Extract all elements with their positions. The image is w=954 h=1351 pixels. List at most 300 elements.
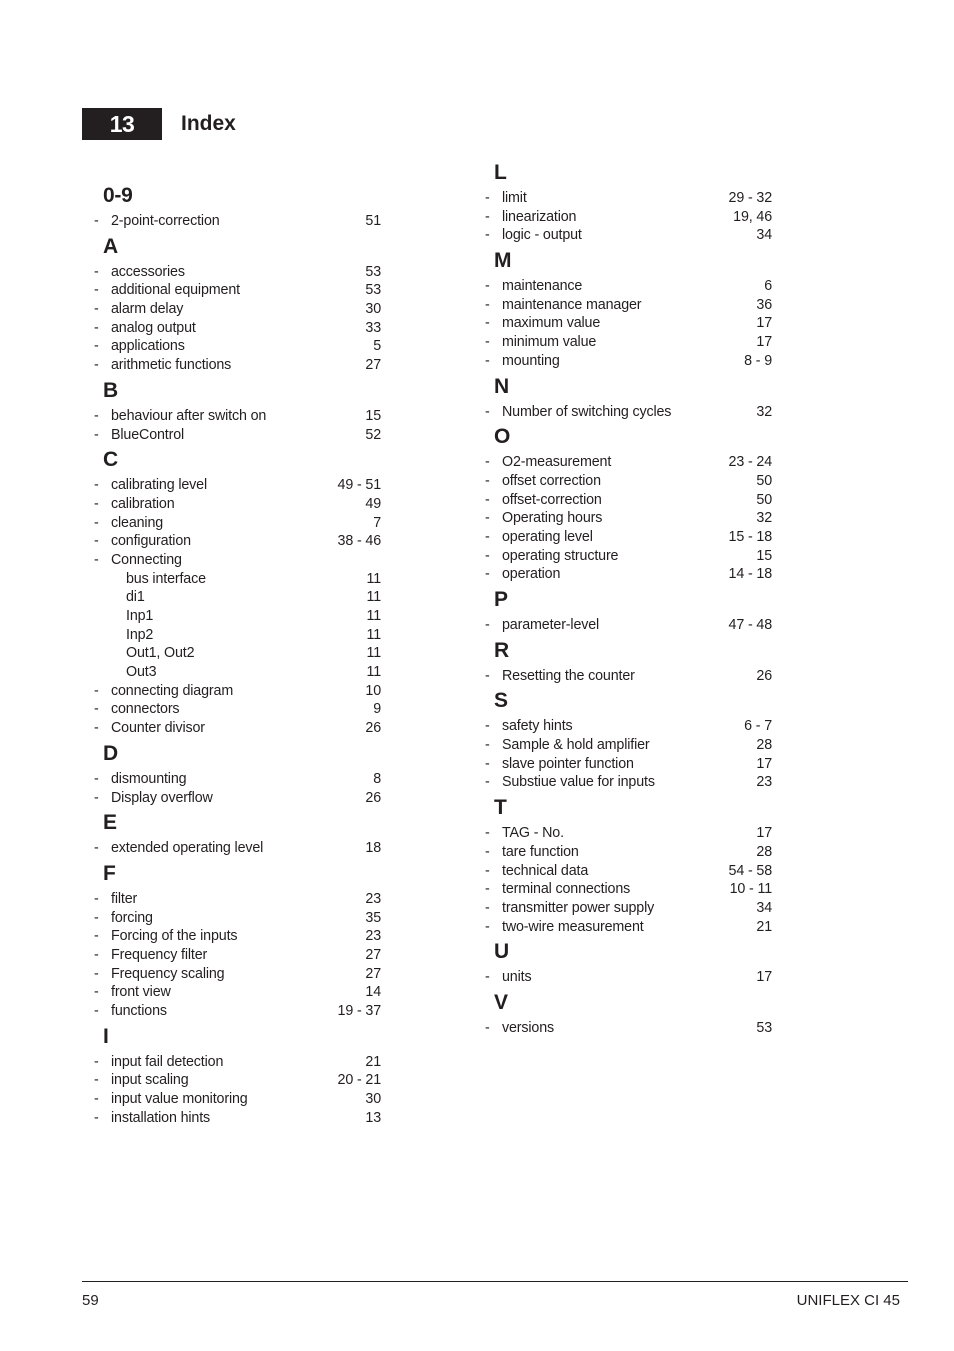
entry-pages: 49 - 51 xyxy=(337,477,381,494)
entry-term: Substiue value for inputs xyxy=(502,774,655,791)
index-letter-heading: C xyxy=(103,448,118,472)
entry-term: configuration xyxy=(111,533,191,550)
chapter-number-badge: 13 xyxy=(82,108,162,140)
index-entry xyxy=(485,773,772,792)
entry-pages: 5 xyxy=(373,338,381,355)
index-entry xyxy=(94,700,381,719)
entry-pages: 13 xyxy=(365,1109,381,1126)
entry-dash: - xyxy=(485,881,490,898)
entry-term: slave pointer function xyxy=(502,755,634,772)
index-entry xyxy=(485,1019,772,1038)
entry-dash: - xyxy=(94,890,99,907)
entry-pages: 21 xyxy=(365,1053,381,1070)
entry-pages: 10 - 11 xyxy=(729,881,772,898)
index-entry xyxy=(485,277,772,296)
entry-term: tare function xyxy=(502,843,579,860)
entry-dash: - xyxy=(485,1019,490,1036)
entry-term: 2-point-correction xyxy=(111,213,220,229)
entry-dash: - xyxy=(94,514,99,531)
entry-dash: - xyxy=(485,755,490,772)
entry-dash: - xyxy=(485,899,490,916)
index-entry xyxy=(94,281,381,300)
entry-term: units xyxy=(502,969,532,986)
entry-pages: 23 - 24 xyxy=(728,454,772,471)
entry-term: forcing xyxy=(111,909,153,926)
index-entry xyxy=(485,314,772,333)
entry-term: limit xyxy=(502,190,527,206)
entry-dash: - xyxy=(485,190,490,206)
entry-pages: 53 xyxy=(756,1019,772,1036)
entry-pages: 49 xyxy=(365,495,381,512)
entry-dash: - xyxy=(94,909,99,926)
index-entry xyxy=(485,528,772,547)
entry-dash: - xyxy=(94,1003,99,1019)
entry-dash: - xyxy=(94,770,99,787)
entry-term: di1 xyxy=(126,589,145,606)
index-entry xyxy=(485,547,772,566)
entry-term: input scaling xyxy=(111,1072,189,1089)
entry-dash: - xyxy=(485,528,490,545)
entry-term: linearization xyxy=(502,208,577,225)
entry-term: input value monitoring xyxy=(111,1091,248,1108)
index-entry xyxy=(485,918,772,937)
entry-term: Connecting xyxy=(111,551,182,568)
index-entry xyxy=(94,719,381,738)
index-entry xyxy=(485,491,772,510)
entry-pages: 6 - 7 xyxy=(744,718,772,735)
entry-term: behaviour after switch on xyxy=(111,407,267,424)
entry-dash: - xyxy=(485,403,490,420)
entry-dash: - xyxy=(485,296,490,313)
entry-dash: - xyxy=(94,1072,99,1089)
entry-dash: - xyxy=(485,547,490,564)
index-entry xyxy=(485,403,772,422)
entry-term: BlueControl xyxy=(111,426,185,443)
index-letter-heading: R xyxy=(494,638,509,662)
index-entry xyxy=(94,407,381,426)
index-column-right xyxy=(485,157,772,1038)
entry-term: maintenance xyxy=(502,278,583,295)
entry-pages: 10 xyxy=(365,682,381,699)
entry-term: extended operating level xyxy=(111,840,264,857)
entry-term: arithmetic functions xyxy=(111,357,232,374)
entry-term: accessories xyxy=(111,263,185,280)
entry-pages: 15 xyxy=(756,547,772,564)
index-entry xyxy=(485,509,772,528)
entry-pages: 47 - 48 xyxy=(728,617,772,633)
index-entry xyxy=(94,839,381,858)
entry-term: Frequency scaling xyxy=(111,965,225,982)
entry-term: analog output xyxy=(111,319,196,336)
entry-pages: 6 xyxy=(764,278,772,295)
entry-dash: - xyxy=(485,208,490,225)
index-entry xyxy=(485,352,772,371)
index-entry xyxy=(94,476,381,495)
entry-pages: 21 xyxy=(756,918,772,935)
entry-dash: - xyxy=(94,319,99,336)
entry-dash: - xyxy=(485,667,490,684)
entry-pages: 32 xyxy=(756,403,772,420)
index-entry xyxy=(485,862,772,881)
entry-term: operating level xyxy=(502,528,593,545)
entry-dash: - xyxy=(485,454,490,471)
entry-pages: 52 xyxy=(365,426,381,443)
entry-pages: 36 xyxy=(756,296,772,313)
index-subentry xyxy=(94,570,381,589)
index-letter-heading: U xyxy=(494,940,509,964)
index-section xyxy=(485,792,772,936)
entry-dash: - xyxy=(485,227,490,244)
index-letter-heading: M xyxy=(494,249,512,273)
index-letter-heading: I xyxy=(103,1024,109,1048)
index-entry xyxy=(94,337,381,356)
index-entry xyxy=(94,946,381,965)
index-section xyxy=(485,371,772,422)
entry-pages: 11 xyxy=(366,589,381,606)
entry-term: Display overflow xyxy=(111,789,213,806)
entry-term: Number of switching cycles xyxy=(502,403,672,420)
index-entry xyxy=(485,880,772,899)
index-entry xyxy=(94,1090,381,1109)
entry-term: technical data xyxy=(502,862,589,879)
index-entry xyxy=(94,789,381,808)
index-entry xyxy=(485,667,772,686)
entry-term: minimum value xyxy=(502,334,597,351)
index-entry xyxy=(485,968,772,987)
index-section xyxy=(94,231,381,375)
entry-dash: - xyxy=(94,682,99,699)
entry-term: Sample & hold amplifier xyxy=(502,737,650,754)
index-letter-heading: 0-9 xyxy=(103,184,133,207)
entry-term: two-wire measurement xyxy=(502,918,644,935)
entry-term: filter xyxy=(111,890,138,907)
entry-pages: 9 xyxy=(373,701,381,718)
entry-dash: - xyxy=(485,918,490,935)
entry-pages: 19 - 37 xyxy=(337,1003,381,1019)
index-entry xyxy=(94,770,381,789)
entry-pages: 23 xyxy=(756,774,772,791)
index-letter-heading: O xyxy=(494,425,511,449)
index-section xyxy=(485,157,772,245)
entry-pages: 11 xyxy=(366,608,381,624)
entry-pages: 26 xyxy=(365,720,381,737)
entry-pages: 15 xyxy=(365,407,381,424)
index-entry xyxy=(485,843,772,862)
index-entry xyxy=(94,983,381,1002)
entry-dash: - xyxy=(94,551,99,568)
entry-term: additional equipment xyxy=(111,282,240,299)
entry-pages: 17 xyxy=(756,969,772,986)
index-entry xyxy=(485,736,772,755)
entry-pages: 50 xyxy=(756,491,772,508)
entry-pages: 54 - 58 xyxy=(728,862,772,879)
entry-term: bus interface xyxy=(126,570,206,587)
index-entry xyxy=(94,300,381,319)
index-entry xyxy=(94,532,381,551)
entry-pages: 18 xyxy=(365,840,381,857)
entry-pages: 11 xyxy=(366,664,381,681)
entry-dash: - xyxy=(485,472,490,489)
index-entry xyxy=(485,189,772,208)
index-entry xyxy=(94,1071,381,1090)
index-entry xyxy=(485,472,772,491)
index-entry xyxy=(94,319,381,338)
entry-term: operating structure xyxy=(502,547,619,564)
index-section xyxy=(485,936,772,987)
index-letter-heading: N xyxy=(494,374,509,398)
index-entry xyxy=(94,514,381,533)
entry-dash: - xyxy=(94,301,99,318)
entry-dash: - xyxy=(485,737,490,754)
index-entry xyxy=(94,890,381,909)
entry-pages: 34 xyxy=(756,227,772,244)
index-entry xyxy=(485,333,772,352)
entry-dash: - xyxy=(485,352,490,369)
entry-term: front view xyxy=(111,984,171,1001)
index-entry xyxy=(485,296,772,315)
index-entry xyxy=(94,1002,381,1021)
entry-pages: 28 xyxy=(756,843,772,860)
entry-pages: 26 xyxy=(365,789,381,806)
index-subentry xyxy=(94,626,381,645)
index-entry xyxy=(94,965,381,984)
entry-dash: - xyxy=(94,495,99,512)
index-letter-heading: V xyxy=(494,990,508,1014)
index-entry xyxy=(485,824,772,843)
entry-term: Out3 xyxy=(126,664,157,681)
entry-pages: 27 xyxy=(365,357,381,374)
index-section xyxy=(485,421,772,584)
entry-pages: 17 xyxy=(756,755,772,772)
index-entry xyxy=(485,226,772,245)
footer-product-name: UNIFLEX CI 45 xyxy=(796,1292,900,1309)
index-section xyxy=(485,635,772,686)
entry-dash: - xyxy=(94,477,99,494)
entry-term: Frequency filter xyxy=(111,946,208,963)
entry-dash: - xyxy=(94,407,99,424)
entry-dash: - xyxy=(485,825,490,842)
index-section xyxy=(485,685,772,792)
index-column-left xyxy=(94,180,381,1127)
entry-pages: 17 xyxy=(756,825,772,842)
entry-term: terminal connections xyxy=(502,881,631,898)
entry-dash: - xyxy=(94,946,99,963)
entry-dash: - xyxy=(94,965,99,982)
entry-dash: - xyxy=(94,984,99,1001)
entry-term: O2-measurement xyxy=(502,454,612,471)
page-title: Index xyxy=(181,112,236,135)
index-subentry xyxy=(94,607,381,626)
entry-term: operation xyxy=(502,566,561,583)
index-section xyxy=(94,375,381,444)
index-letter-heading: E xyxy=(103,811,117,835)
index-entry xyxy=(94,551,381,570)
entry-pages: 8 xyxy=(373,770,381,787)
index-entry xyxy=(485,565,772,584)
index-section xyxy=(485,987,772,1038)
entry-term: parameter-level xyxy=(502,617,600,633)
entry-dash: - xyxy=(485,718,490,735)
entry-pages: 23 xyxy=(365,928,381,945)
entry-dash: - xyxy=(94,533,99,550)
index-letter-heading: L xyxy=(494,161,507,184)
index-subentry xyxy=(94,644,381,663)
index-entry xyxy=(94,263,381,282)
index-entry xyxy=(94,356,381,375)
entry-pages: 15 - 18 xyxy=(728,528,772,545)
index-letter-heading: T xyxy=(494,796,507,820)
entry-pages: 51 xyxy=(365,213,381,229)
entry-term: input fail detection xyxy=(111,1053,224,1070)
entry-dash: - xyxy=(94,1109,99,1126)
index-entry xyxy=(94,1109,381,1128)
entry-term: maintenance manager xyxy=(502,296,642,313)
index-entry xyxy=(485,616,772,635)
entry-pages: 50 xyxy=(756,472,772,489)
entry-pages: 34 xyxy=(756,899,772,916)
index-letter-heading: P xyxy=(494,588,508,611)
entry-dash: - xyxy=(94,840,99,857)
entry-term: installation hints xyxy=(111,1109,211,1126)
index-letter-heading: S xyxy=(494,689,508,713)
entry-dash: - xyxy=(94,338,99,355)
entry-dash: - xyxy=(485,566,490,583)
index-letter-heading: A xyxy=(103,234,118,258)
entry-term: TAG - No. xyxy=(502,825,564,842)
entry-dash: - xyxy=(485,491,490,508)
index-letter-heading: F xyxy=(103,861,116,885)
index-entry xyxy=(485,899,772,918)
index-entry xyxy=(485,755,772,774)
index-entry xyxy=(94,1053,381,1072)
entry-dash: - xyxy=(94,213,99,229)
entry-term: logic - output xyxy=(502,227,582,244)
entry-dash: - xyxy=(94,789,99,806)
entry-dash: - xyxy=(94,426,99,443)
entry-pages: 8 - 9 xyxy=(744,352,772,369)
entry-dash: - xyxy=(485,334,490,351)
index-section xyxy=(94,738,381,807)
entry-pages: 17 xyxy=(756,334,772,351)
index-entry xyxy=(485,717,772,736)
entry-term: Forcing of the inputs xyxy=(111,928,238,945)
entry-dash: - xyxy=(485,278,490,295)
entry-pages: 28 xyxy=(756,737,772,754)
entry-dash: - xyxy=(485,617,490,633)
entry-pages: 53 xyxy=(365,282,381,299)
entry-pages: 17 xyxy=(756,315,772,332)
entry-term: Out1, Out2 xyxy=(126,645,195,662)
entry-pages: 11 xyxy=(366,570,381,587)
index-section xyxy=(94,444,381,738)
entry-term: Counter divisor xyxy=(111,720,205,737)
entry-pages: 27 xyxy=(365,946,381,963)
entry-dash: - xyxy=(94,1053,99,1070)
entry-dash: - xyxy=(94,701,99,718)
index-subentry xyxy=(94,588,381,607)
entry-dash: - xyxy=(94,357,99,374)
index-entry xyxy=(94,682,381,701)
index-entry xyxy=(94,212,381,231)
entry-term: maximum value xyxy=(502,315,601,332)
entry-term: alarm delay xyxy=(111,301,184,318)
entry-pages: 23 xyxy=(365,890,381,907)
entry-pages: 35 xyxy=(365,909,381,926)
footer-page-number: 59 xyxy=(82,1292,99,1309)
entry-term: mounting xyxy=(502,352,560,369)
entry-dash: - xyxy=(485,862,490,879)
entry-pages: 32 xyxy=(756,510,772,527)
entry-dash: - xyxy=(94,282,99,299)
entry-pages: 11 xyxy=(366,626,381,643)
entry-term: connectors xyxy=(111,701,180,718)
entry-term: Inp1 xyxy=(126,608,154,624)
entry-dash: - xyxy=(94,720,99,737)
entry-dash: - xyxy=(485,969,490,986)
entry-pages: 27 xyxy=(365,965,381,982)
entry-pages: 33 xyxy=(365,319,381,336)
entry-dash: - xyxy=(485,510,490,527)
entry-term: versions xyxy=(502,1019,555,1036)
index-section xyxy=(94,1021,381,1128)
entry-pages: 26 xyxy=(756,667,772,684)
index-letter-heading: D xyxy=(103,741,118,765)
entry-pages: 14 xyxy=(365,984,381,1001)
index-entry xyxy=(485,453,772,472)
entry-pages: 7 xyxy=(373,514,381,531)
entry-pages: 30 xyxy=(365,1091,381,1108)
index-entry xyxy=(94,495,381,514)
entry-term: offset-correction xyxy=(502,491,602,508)
entry-pages: 38 - 46 xyxy=(337,533,381,550)
entry-dash: - xyxy=(485,843,490,860)
index-section xyxy=(94,180,381,231)
entry-term: connecting diagram xyxy=(111,682,234,699)
index-entry xyxy=(94,909,381,928)
entry-pages: 53 xyxy=(365,263,381,280)
index-entry xyxy=(485,208,772,227)
entry-term: Inp2 xyxy=(126,626,154,643)
entry-pages: 11 xyxy=(366,645,381,662)
footer-divider xyxy=(82,1281,908,1282)
index-entry xyxy=(94,927,381,946)
index-letter-heading: B xyxy=(103,378,118,402)
index-entry xyxy=(94,426,381,445)
entry-term: Operating hours xyxy=(502,510,603,527)
entry-dash: - xyxy=(485,315,490,332)
entry-pages: 29 - 32 xyxy=(728,190,772,206)
entry-pages: 20 - 21 xyxy=(337,1072,381,1089)
entry-term: calibrating level xyxy=(111,477,207,494)
entry-pages: 19, 46 xyxy=(733,208,772,225)
entry-term: Resetting the counter xyxy=(502,667,635,684)
index-section xyxy=(94,807,381,858)
index-section xyxy=(94,858,381,1021)
entry-dash: - xyxy=(485,774,490,791)
entry-term: applications xyxy=(111,338,185,355)
index-section xyxy=(485,245,772,370)
entry-term: transmitter power supply xyxy=(502,899,655,916)
entry-term: offset correction xyxy=(502,472,601,489)
index-section xyxy=(485,584,772,635)
entry-pages: 30 xyxy=(365,301,381,318)
index-subentry xyxy=(94,663,381,682)
entry-dash: - xyxy=(94,928,99,945)
entry-term: safety hints xyxy=(502,718,573,735)
entry-pages: 14 - 18 xyxy=(728,566,772,583)
entry-term: calibration xyxy=(111,495,175,512)
entry-term: functions xyxy=(111,1003,167,1019)
